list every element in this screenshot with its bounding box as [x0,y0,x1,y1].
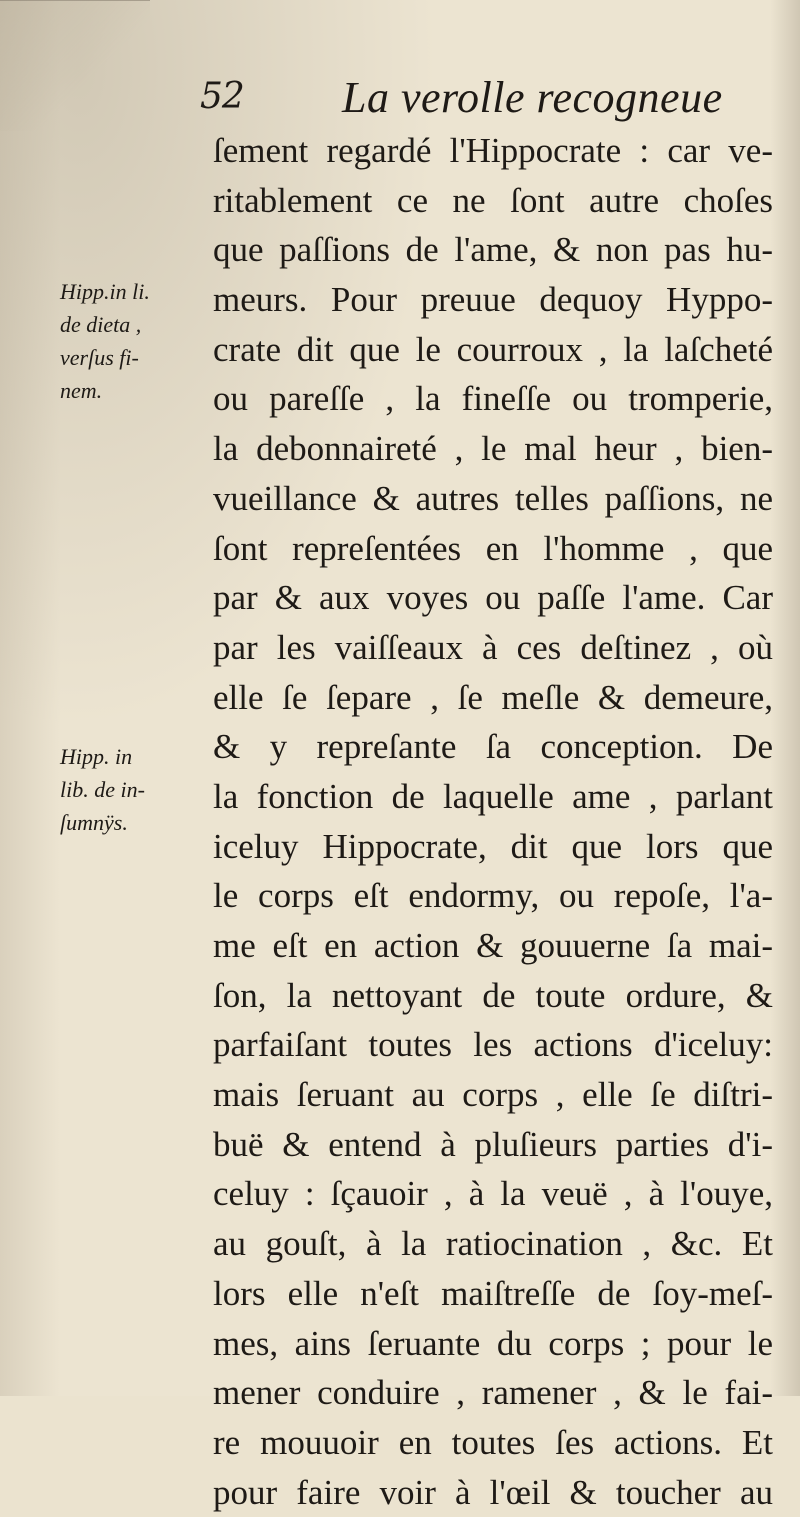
text-line: ritablement ce ne ſont autre choſes [213,180,773,220]
text-line: ſon, la nettoyant de toute ordure, & [213,975,773,1015]
text-line: vueillance & autres telles paſſions, ne [213,478,773,518]
page-fold-shadow [0,0,150,131]
margin-note-line: ſumnÿs. [60,810,128,835]
text-line: par les vaiſſeaux à ces deſtinez , où [213,627,773,667]
margin-note-line: nem. [60,378,103,403]
margin-note-hippocrates-insomniis [60,740,210,839]
text-line: & y repreſante ſa conception. De [213,727,773,767]
text-line: elle ſe ſepare , ſe meſle & demeure, [213,677,773,717]
text-line: ſement regardé l'Hippocrate : car ve- [213,131,773,170]
text-line: crate dit que le courroux , la laſcheté [213,329,773,369]
text-line: que paſſions de l'ame, & non pas hu- [213,230,773,270]
text-line: par & aux voyes ou paſſe l'ame. Car [213,578,773,618]
text-line: mes, ains ſeruante du corps ; pour le [213,1323,773,1363]
text-line: celuy : ſçauoir , à la veuë , à l'ouye, [213,1174,773,1214]
text-line: la debonnaireté , le mal heur , bien- [213,429,773,469]
text-line: mais ſeruant au corps , elle ſe diſtri- [213,1075,773,1115]
text-line: mener conduire , ramener , & le fai- [213,1373,773,1413]
margin-note-line: Hipp. in [60,744,133,769]
text-line: buë & entend à pluſieurs parties d'i- [213,1124,773,1164]
text-line: le corps eſt endormy, ou repoſe, l'a- [213,876,773,916]
text-line: lors elle n'eſt maiſtreſſe de ſoy-meſ- [213,1273,773,1313]
page-number: 52 [200,76,244,117]
running-title: La verolle recogneue [342,73,723,122]
margin-note-hippocrates-dieta [60,275,210,407]
body-text [213,126,773,1517]
text-line: ſont repreſentées en l'homme , que [213,528,773,568]
margin-note-line: lib. de in- [60,777,145,802]
margin-note-line: verſus fi- [60,345,139,370]
text-line: me eſt en action & gouuerne ſa mai- [213,926,773,965]
page-header [200,72,760,128]
text-line: ou pareſſe , la fineſſe ou tromperie, [213,379,773,419]
text-line: la fonction de laquelle ame , parlant [213,776,773,816]
text-line: re mouuoir en toutes ſes actions. Et [213,1422,773,1462]
margin-note-line: de dieta , [60,312,142,337]
text-line: au gouſt, à la ratiocination , &c. Et [213,1224,773,1264]
text-line: parfaiſant toutes les actions d'iceluy: [213,1025,773,1065]
text-line: iceluy Hippocrate, dit que lors que [213,826,773,866]
text-line: meurs. Pour preuue dequoy Hyppo- [213,280,773,320]
text-line: pour faire voir à l'œil & toucher au [213,1472,773,1512]
margin-note-line: Hipp.in li. [60,279,150,304]
